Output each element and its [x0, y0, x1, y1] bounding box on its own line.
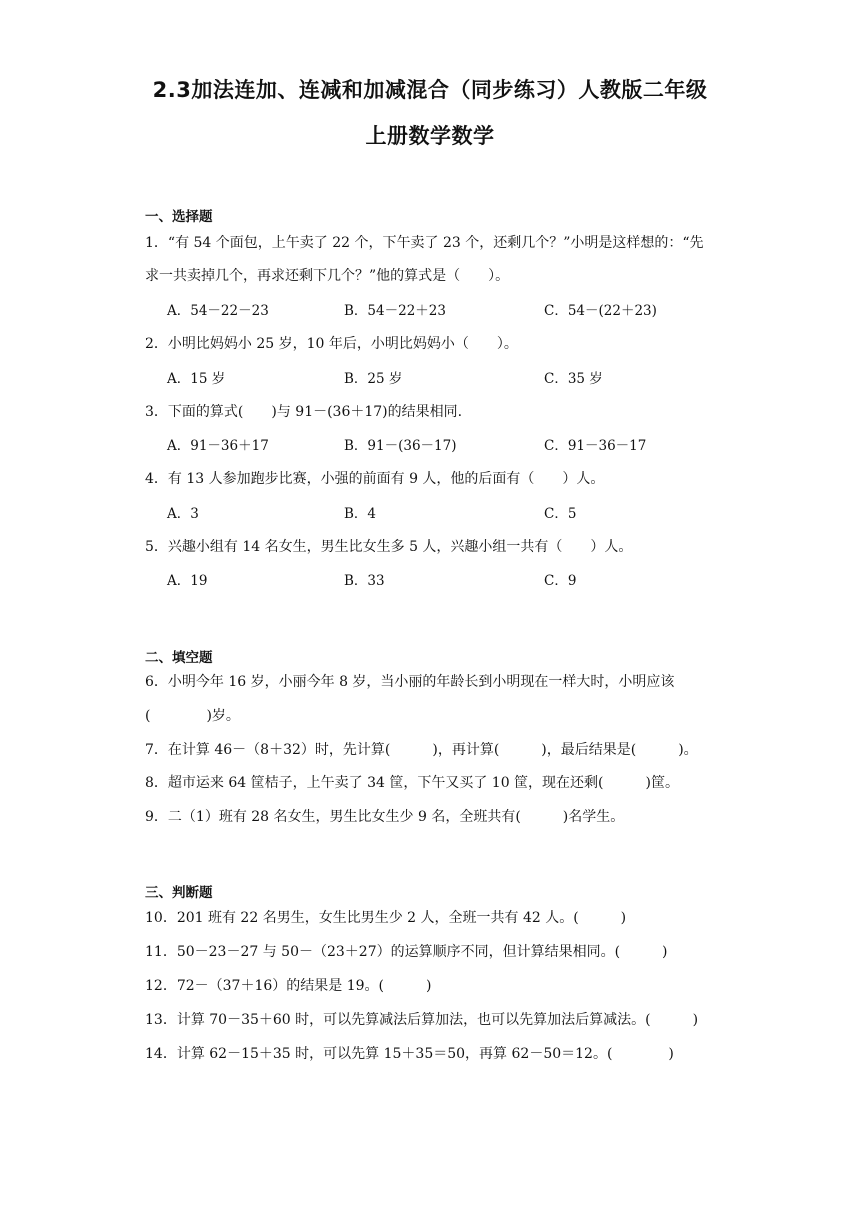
question-3-option-b: B．91－(36－17) [344, 438, 457, 454]
question-6-line-2: ( )岁。 [145, 708, 240, 724]
section-heading-choice: 一、选择题 [145, 209, 213, 225]
question-1-option-b: B．54－22＋23 [344, 303, 446, 319]
question-4-option-a: A．3 [167, 506, 199, 522]
question-6-line-1: 6．小明今年 16 岁，小丽今年 8 岁，当小丽的年龄长到小明现在一样大时，小明应该 [145, 674, 675, 690]
question-14: 14．计算 62－15＋35 时，可以先算 15＋35＝50，再算 62－50＝12。( ) [145, 1046, 674, 1062]
question-2: 2．小明比妈妈小 25 岁，10 年后，小明比妈妈小（ ）。 [145, 336, 518, 352]
question-4: 4．有 13 人参加跑步比赛，小强的前面有 9 人，他的后面有（ ）人。 [145, 471, 605, 487]
question-1-line-2: 求一共卖掉几个，再求还剩下几个？”他的算式是（ ）。 [145, 268, 510, 284]
question-5-option-b: B．33 [344, 573, 385, 589]
question-8: 8．超市运来 64 筐桔子，上午卖了 34 筐，下午又买了 10 筐，现在还剩( )筐。 [145, 775, 679, 791]
question-2-option-c: C．35 岁 [544, 371, 603, 387]
question-2-option-b: B．25 岁 [344, 371, 403, 387]
question-5-option-c: C．9 [544, 573, 577, 589]
question-4-option-c: C．5 [544, 506, 577, 522]
question-3-option-c: C．91－36－17 [544, 438, 647, 454]
question-5-option-a: A．19 [167, 573, 208, 589]
question-1-option-c: C．54－(22＋23) [544, 303, 657, 319]
question-7: 7．在计算 46－（8＋32）时，先计算( )，再计算( )，最后结果是( )。 [145, 742, 698, 758]
question-10: 10．201 班有 22 名男生，女生比男生少 2 人，全班一共有 42 人。( ) [145, 910, 627, 926]
question-3: 3．下面的算式( )与 91－(36＋17)的结果相同. [145, 404, 463, 420]
question-11: 11．50－23－27 与 50－（23＋27）的运算顺序不同，但计算结果相同。( ) [145, 944, 668, 960]
section-heading-fill-blank: 二、填空题 [145, 650, 213, 666]
question-5: 5．兴趣小组有 14 名女生，男生比女生多 5 人，兴趣小组一共有（ ）人。 [145, 539, 633, 555]
page-title-line-1: 2.3加法连加、连减和加减混合（同步练习）人教版二年级 [152, 78, 708, 102]
question-2-option-a: A．15 岁 [167, 371, 226, 387]
question-4-option-b: B．4 [344, 506, 377, 522]
question-1-option-a: A．54－22－23 [167, 303, 269, 319]
question-3-option-a: A．91－36＋17 [167, 438, 269, 454]
section-heading-true-false: 三、判断题 [145, 885, 213, 901]
question-9: 9．二（1）班有 28 名女生，男生比女生少 9 名，全班共有( )名学生。 [145, 809, 625, 825]
question-12: 12．72－（37＋16）的结果是 19。( ) [145, 978, 432, 994]
question-13: 13．计算 70－35＋60 时，可以先算减法后算加法，也可以先算加法后算减法。( ) [145, 1012, 699, 1028]
question-1-line-1: 1．“有 54 个面包，上午卖了 22 个，下午卖了 23 个，还剩几个？”小明是这样想的：“先 [145, 235, 704, 251]
page-title-line-2: 上册数学数学 [365, 124, 495, 148]
